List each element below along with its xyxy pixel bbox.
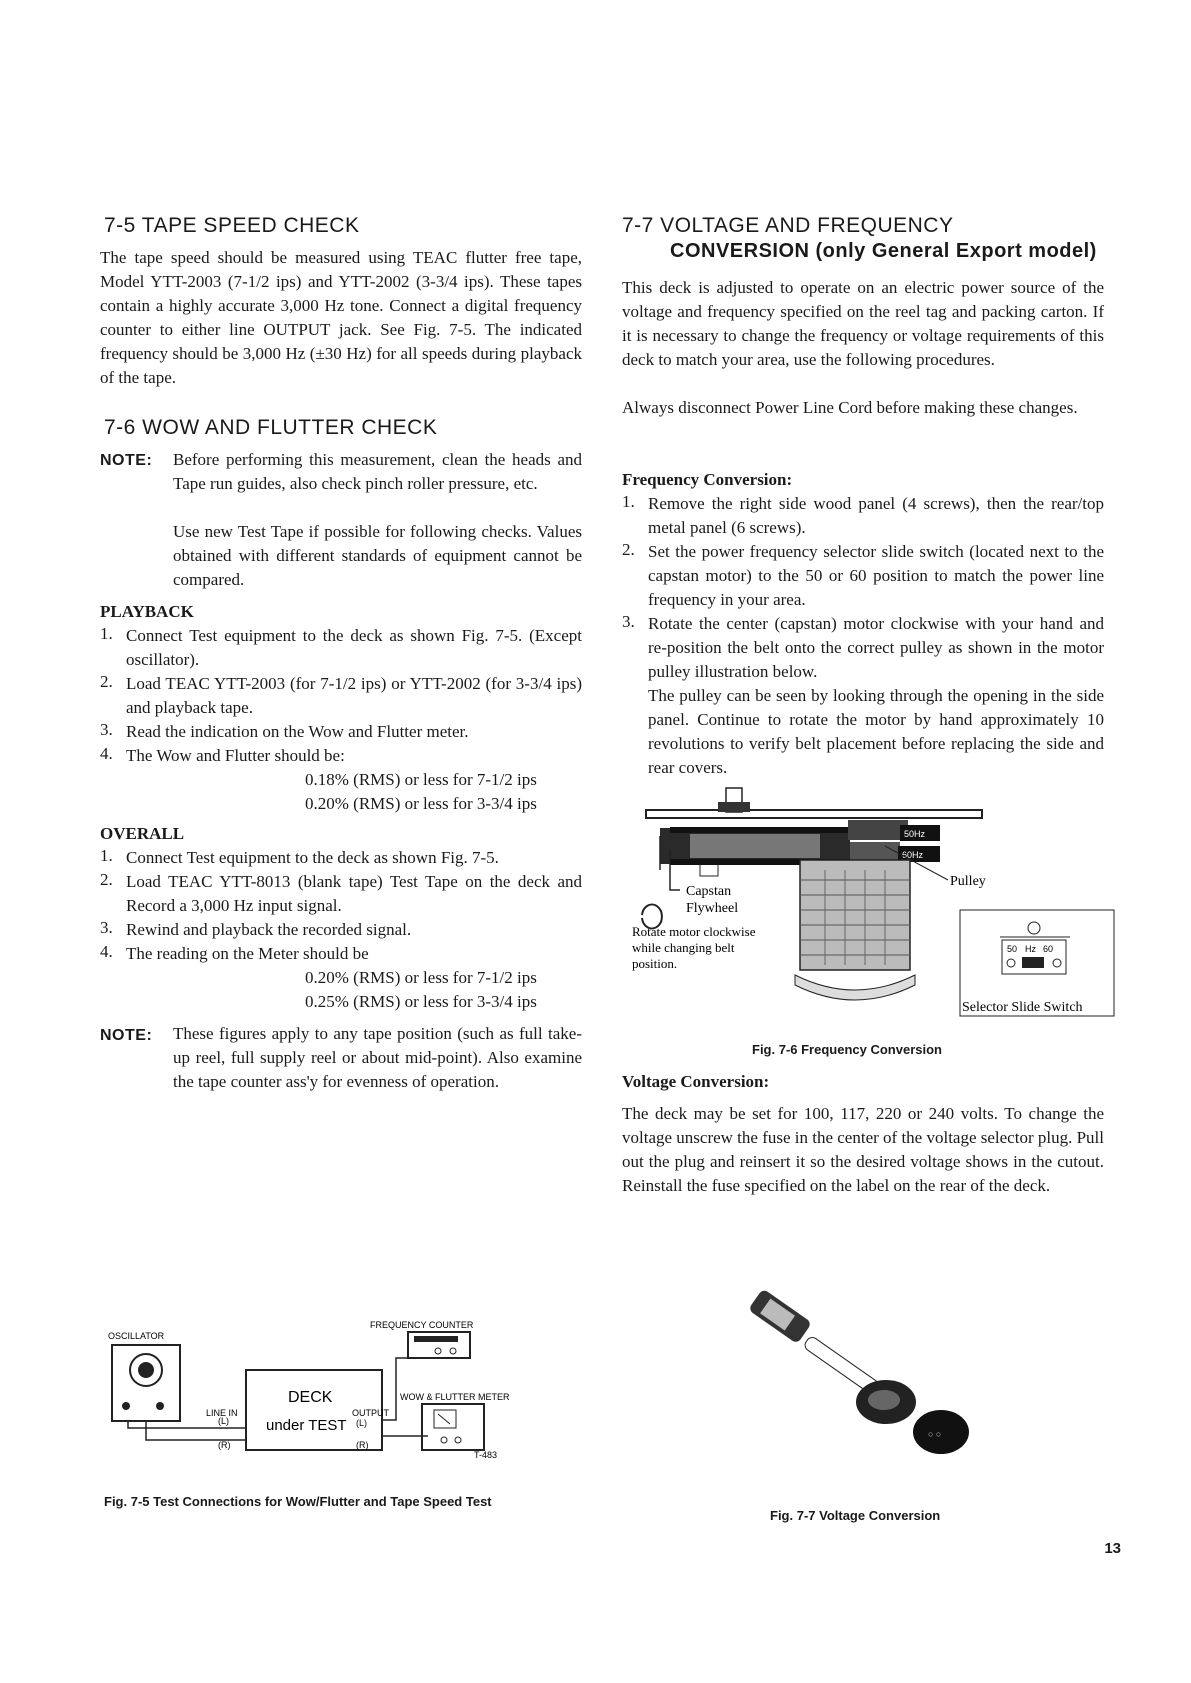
output-label: OUTPUT <box>352 1408 389 1418</box>
switch-label-60: 60 <box>1043 944 1054 954</box>
playback-value: 0.18% (RMS) or less for 7-1/2 ips <box>305 770 537 789</box>
flywheel-label: Flywheel <box>686 901 739 916</box>
rotate-note: while changing belt <box>632 940 735 955</box>
motor-body <box>800 860 910 970</box>
rotate-note: position. <box>632 956 678 971</box>
freq-step-text: Remove the right side wood panel (4 screws), then the rear/top metal panel (6 screws). <box>648 494 1104 537</box>
frequency-counter-display <box>414 1336 458 1342</box>
selector-label: Selector Slide Switch <box>962 1000 1083 1015</box>
overall-step-text: Connect Test equipment to the deck as shown Fig. 7-5. <box>126 848 499 867</box>
note-text-2: Use new Test Tape if possible for following checks. Values obtained with different standards of equipment cannot be compared. <box>173 522 582 589</box>
flywheel-shaft <box>700 864 718 876</box>
meter-dial-icon <box>434 1410 456 1428</box>
overall-step-num: 3. <box>100 918 113 937</box>
playback-step-num: 2. <box>100 672 113 691</box>
flywheel-hub <box>690 834 820 858</box>
figure-code: T-483 <box>474 1450 498 1460</box>
overall-step-num: 2. <box>100 870 113 889</box>
note-label: NOTE: <box>100 452 153 469</box>
overall-heading: OVERALL <box>100 824 185 843</box>
pulley-60 <box>850 842 900 860</box>
line-in-r-label: (R) <box>218 1440 231 1450</box>
overall-value: 0.20% (RMS) or less for 7-1/2 ips <box>305 968 537 987</box>
oscillator-knob <box>156 1402 164 1410</box>
rotate-note: Rotate motor clockwise <box>632 924 756 939</box>
playback-step-text: Load TEAC YTT-2003 (for 7-1/2 ips) or YTT-2002 (for 3-3/4 ips) and playback tape. <box>126 674 582 717</box>
switch-label-50: 50 <box>1007 944 1018 954</box>
playback-step-text: Connect Test equipment to the deck as shown Fig. 7-5. (Except oscillator). <box>126 626 582 669</box>
motor-base <box>795 975 915 1000</box>
oscillator-label: OSCILLATOR <box>108 1331 165 1341</box>
switch-slider <box>1022 957 1044 968</box>
chassis-plate <box>646 810 982 818</box>
fig-7-5-caption: Fig. 7-5 Test Connections for Wow/Flutter and Tape Speed Test <box>104 1494 492 1509</box>
voltage-body: The deck may be set for 100, 117, 220 or 240 volts. To change the voltage unscrew the fuse in the center of the voltage selector plug. Pull out the plug and reinsert it so the desired voltage shows in the cutout. Reinstall the fuse specified on the label on the rear of the deck. <box>622 1104 1104 1195</box>
pulley-50 <box>848 820 908 840</box>
switch-screw-icon <box>1028 922 1040 934</box>
frequency-heading: Frequency Conversion: <box>622 470 793 489</box>
playback-step-num: 1. <box>100 624 113 643</box>
voltage-conversion-figure <box>736 1282 996 1462</box>
playback-step-text: The Wow and Flutter should be: <box>126 746 345 765</box>
section-7-7-body-2: Always disconnect Power Line Cord before making these changes. <box>622 398 1078 417</box>
overall-step-text: Rewind and playback the recorded signal. <box>126 920 412 939</box>
frequency-conversion-figure <box>630 780 1116 1042</box>
oscillator-knob <box>122 1402 130 1410</box>
playback-step-num: 4. <box>100 744 113 763</box>
fuse-icon <box>748 1288 812 1344</box>
page-number: 13 <box>1104 1540 1121 1557</box>
socket-marking: ○ ○ <box>928 1429 942 1439</box>
section-7-6-title: 7-6 WOW AND FLUTTER CHECK <box>104 416 438 439</box>
voltage-heading: Voltage Conversion: <box>622 1072 770 1091</box>
line-in-l-label: (L) <box>218 1416 229 1426</box>
freq-step-num: 3. <box>622 612 635 631</box>
playback-heading: PLAYBACK <box>100 602 194 621</box>
freq-step-num: 1. <box>622 492 635 511</box>
overall-step-text: Load TEAC YTT-8013 (blank tape) Test Tape on the deck and Record a 3,000 Hz input signal. <box>126 872 582 915</box>
test-connections-diagram <box>108 1300 578 1460</box>
playback-value: 0.20% (RMS) or less for 3-3/4 ips <box>305 794 537 813</box>
section-7-7-subtitle: CONVERSION (only General Export model) <box>670 240 1097 262</box>
line-in-label: LINE IN <box>206 1408 238 1418</box>
overall-value: 0.25% (RMS) or less for 3-3/4 ips <box>305 992 537 1011</box>
section-7-5-body: The tape speed should be measured using TEAC flutter free tape, Model YTT-2003 (7-1/2 ips) and YTT-2002 (3-3/4 ips). These tapes contain a highly accurate 3,000 Hz tone. Connect a digital frequency counter to either line OUTPUT jack. See Fig. 7-5. The indicated frequency should be 3,000 Hz (±30 Hz) for all speeds during playback of the tape. <box>100 248 582 387</box>
overall-step-text: The reading on the Meter should be <box>126 944 369 963</box>
pulley-label: Pulley <box>950 874 986 889</box>
deck-under-test-label: under TEST <box>266 1417 347 1434</box>
note-text-3: These figures apply to any tape position (such as full take-up reel, full supply reel or about mid-point). Also examine the tape counter ass'y for evenness of operation. <box>173 1024 582 1091</box>
freq-step-text: Set the power frequency selector slide switch (located next to the capstan motor) to the 50 or 60 position to match the power line frequency in your area. <box>648 542 1104 609</box>
label-60hz: 60Hz <box>902 850 924 860</box>
frequency-counter-label: FREQUENCY COUNTER <box>370 1320 474 1330</box>
output-r-label: (R) <box>356 1440 369 1450</box>
section-7-5-title: 7-5 TAPE SPEED CHECK <box>104 214 360 237</box>
output-l-label: (L) <box>356 1418 367 1428</box>
note-label: NOTE: <box>100 1027 153 1044</box>
fig-7-6-caption: Fig. 7-6 Frequency Conversion <box>752 1042 942 1057</box>
switch-label-hz: Hz <box>1025 944 1036 954</box>
section-7-7-title: 7-7 VOLTAGE AND FREQUENCY <box>622 214 954 237</box>
playback-step-text: Read the indication on the Wow and Flutter meter. <box>126 722 469 741</box>
selector-plug-face <box>868 1390 900 1410</box>
label-50hz: 50Hz <box>904 829 926 839</box>
playback-step-num: 3. <box>100 720 113 739</box>
deck-label: DECK <box>288 1389 333 1406</box>
wow-flutter-meter-label: WOW & FLUTTER METER <box>400 1392 510 1402</box>
oscillator-dial-center <box>138 1362 154 1378</box>
freq-step-3-extra: The pulley can be seen by looking through the opening in the side panel. Continue to rotate the motor by hand approximately 10 revolutions to verify belt placement before replacing the side and rear covers. <box>648 686 1104 777</box>
overall-step-num: 4. <box>100 942 113 961</box>
freq-step-num: 2. <box>622 540 635 559</box>
capstan-label: Capstan <box>686 884 732 899</box>
note-text-1: Before performing this measurement, clean the heads and Tape run guides, also check pinch roller pressure, etc. <box>173 450 582 493</box>
section-7-7-body: This deck is adjusted to operate on an electric power source of the voltage and frequency specified on the reel tag and packing carton. If it is necessary to change the frequency or voltage requirements of this deck to match your area, use the following procedures. <box>622 278 1104 369</box>
fig-7-7-caption: Fig. 7-7 Voltage Conversion <box>770 1508 941 1523</box>
freq-step-text: Rotate the center (capstan) motor clockwise with your hand and re-position the belt onto the correct pulley as shown in the motor pulley illustration below. <box>648 614 1104 681</box>
shaft-base <box>718 802 750 812</box>
overall-step-num: 1. <box>100 846 113 865</box>
